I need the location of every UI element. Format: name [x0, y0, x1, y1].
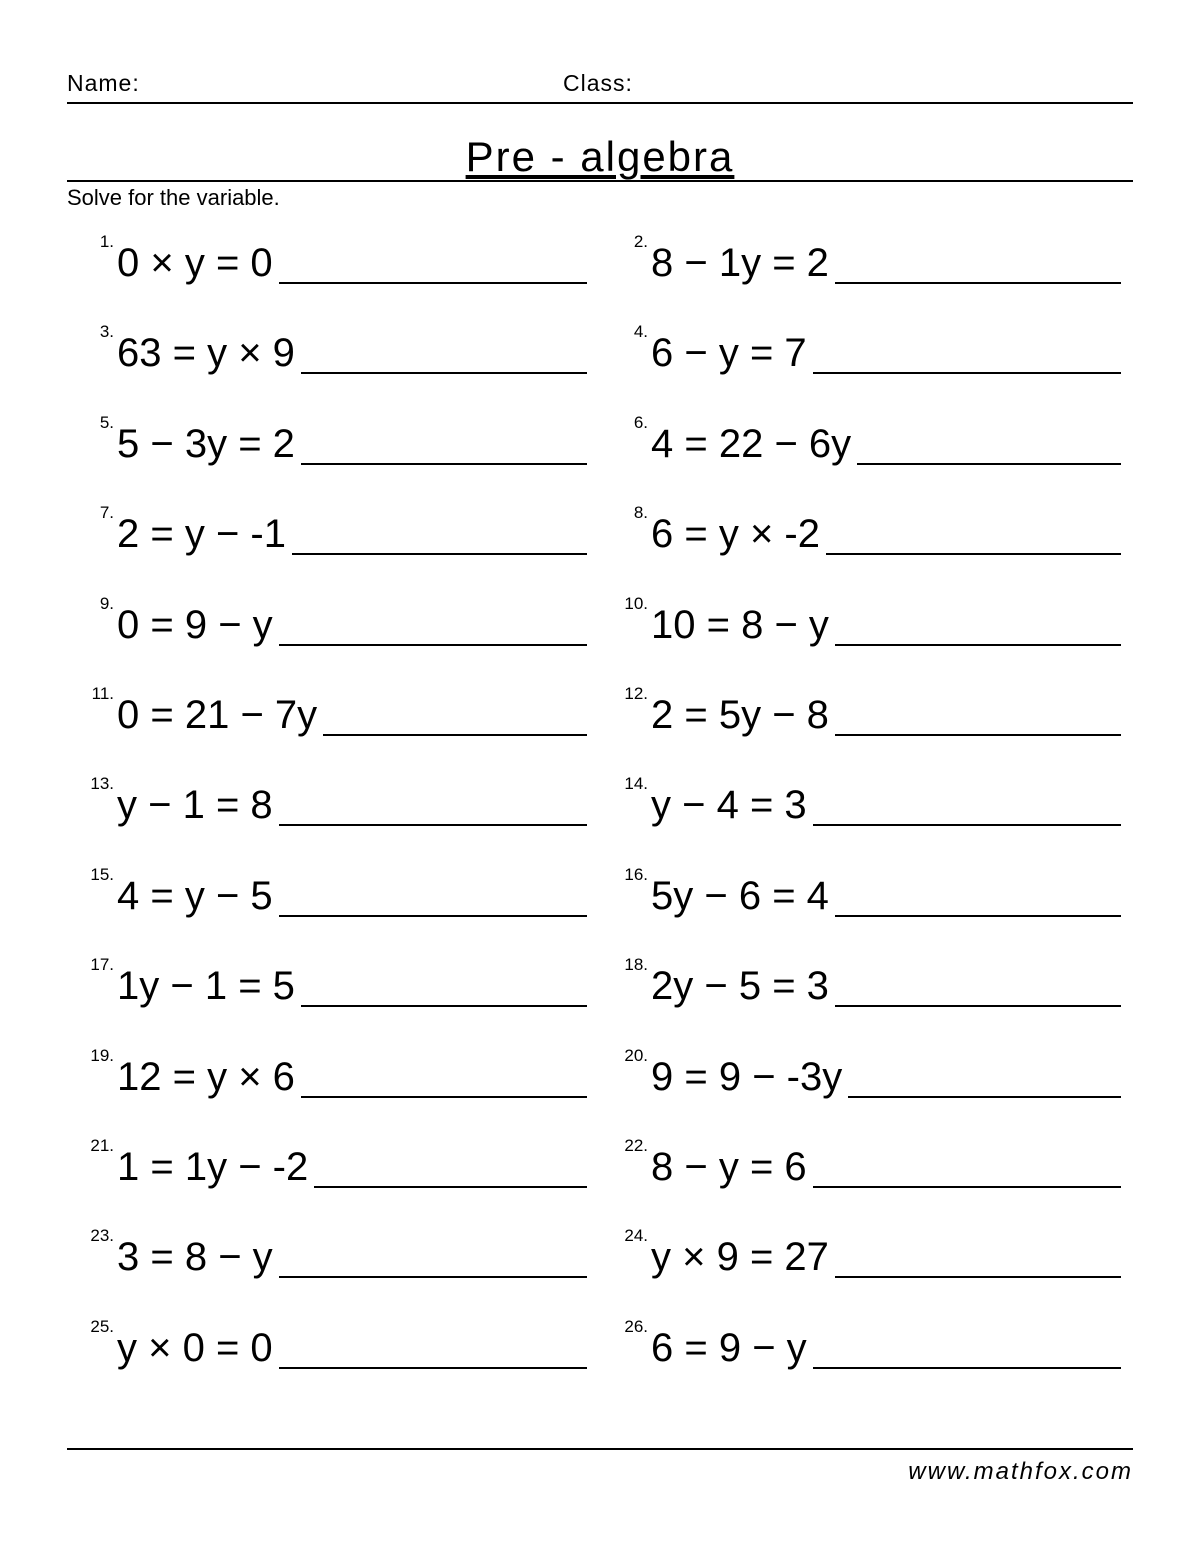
problem-number: 15.	[90, 864, 114, 884]
answer-blank[interactable]	[292, 553, 587, 555]
problem-number: 2.	[633, 232, 648, 251]
problem-item	[601, 1222, 1121, 1282]
answer-blank[interactable]	[279, 282, 587, 284]
problem-equation: 10 = 8 − y	[651, 602, 829, 647]
problem-equation: 4 = y − 5	[117, 873, 273, 918]
problem-equation: 5y − 6 = 4	[651, 873, 829, 918]
footer-url: www.mathfox.com	[908, 1458, 1133, 1485]
problem-item	[67, 861, 587, 921]
answer-blank[interactable]	[813, 1367, 1121, 1369]
problem-equation: 8 − 1y = 2	[651, 241, 829, 285]
footer-divider	[67, 1448, 1133, 1450]
answer-blank[interactable]	[813, 372, 1121, 374]
answer-blank[interactable]	[835, 282, 1121, 284]
problem-item	[67, 409, 587, 469]
problem-equation: 63 = y × 9	[117, 331, 295, 376]
instructions: Solve for the variable.	[67, 185, 280, 210]
problem-item	[67, 499, 587, 559]
problem-equation: 2y − 5 = 3	[651, 964, 829, 1009]
problem-equation: y − 1 = 8	[117, 783, 273, 828]
problem-item	[67, 1222, 587, 1282]
problem-number: 9.	[99, 593, 114, 613]
problem-equation: 2 = 5y − 8	[651, 693, 829, 737]
problem-equation: y − 4 = 3	[651, 783, 807, 828]
problem-equation: 12 = y × 6	[117, 1054, 295, 1099]
answer-blank[interactable]	[279, 1276, 587, 1278]
answer-blank[interactable]	[301, 1096, 587, 1098]
problem-item	[67, 1042, 587, 1102]
problem-equation: 3 = 8 − y	[117, 1235, 273, 1280]
problem-item	[601, 499, 1121, 559]
problem-number: 18.	[624, 955, 648, 975]
problem-equation: 6 = 9 − y	[651, 1325, 807, 1370]
problem-equation: 0 × y = 0	[117, 241, 273, 285]
problem-number: 24.	[624, 1226, 648, 1246]
problem-item	[601, 951, 1121, 1011]
problem-item	[601, 318, 1121, 378]
answer-blank[interactable]	[813, 824, 1121, 826]
answer-blank[interactable]	[314, 1186, 587, 1188]
answer-blank[interactable]	[826, 553, 1121, 555]
answer-blank[interactable]	[848, 1096, 1121, 1098]
problem-number: 8.	[633, 503, 648, 523]
problem-number: 17.	[90, 955, 114, 975]
problem-equation: 4 = 22 − 6y	[651, 421, 852, 466]
problem-number: 7.	[99, 503, 114, 523]
problem-item	[601, 590, 1121, 650]
answer-blank[interactable]	[813, 1186, 1121, 1188]
answer-blank[interactable]	[835, 1005, 1121, 1007]
problem-equation: 8 − y = 6	[651, 1145, 807, 1189]
problem-equation: 6 = y × -2	[651, 512, 820, 557]
problem-item	[601, 1132, 1121, 1192]
problem-number: 11.	[91, 684, 114, 703]
title-divider	[67, 180, 1133, 182]
problem-number: 12.	[624, 684, 648, 703]
answer-blank[interactable]	[301, 372, 587, 374]
answer-blank[interactable]	[279, 644, 587, 646]
problem-item	[67, 1313, 587, 1373]
worksheet-header	[67, 70, 1133, 104]
problem-number: 3.	[99, 322, 114, 342]
problem-number: 10.	[624, 593, 648, 613]
answer-blank[interactable]	[835, 915, 1121, 917]
answer-blank[interactable]	[835, 1276, 1121, 1278]
name-label: Name:	[67, 70, 140, 96]
problem-item	[67, 590, 587, 650]
problem-number: 23.	[90, 1226, 114, 1246]
problem-item	[67, 951, 587, 1011]
answer-blank[interactable]	[279, 915, 587, 917]
problem-number: 4.	[633, 322, 648, 342]
problem-equation: y × 9 = 27	[651, 1235, 829, 1280]
problem-item	[601, 1313, 1121, 1373]
problem-item	[67, 770, 587, 830]
problem-equation: 0 = 9 − y	[117, 602, 273, 647]
page-title: Pre - algebra	[465, 133, 735, 180]
problem-item	[67, 680, 587, 740]
class-label: Class:	[563, 70, 633, 96]
problem-equation: 6 − y = 7	[651, 331, 807, 376]
problem-number: 22.	[624, 1136, 648, 1155]
problem-item	[67, 318, 587, 378]
problem-number: 5.	[99, 412, 114, 432]
problem-item	[601, 409, 1121, 469]
problem-equation: 5 − 3y = 2	[117, 421, 295, 466]
answer-blank[interactable]	[835, 644, 1121, 646]
problem-item	[67, 1132, 587, 1192]
answer-blank[interactable]	[857, 463, 1121, 465]
problem-item	[601, 861, 1121, 921]
problem-number: 20.	[624, 1045, 648, 1065]
problem-equation: 2 = y − -1	[117, 512, 286, 557]
problem-number: 14.	[624, 774, 648, 794]
problem-equation: 9 = 9 − -3y	[651, 1054, 843, 1099]
problem-equation: 1 = 1y − -2	[117, 1145, 309, 1189]
answer-blank[interactable]	[279, 1367, 587, 1369]
problem-item	[601, 1042, 1121, 1102]
problem-number: 19.	[90, 1045, 114, 1065]
answer-blank[interactable]	[301, 1005, 587, 1007]
problem-number: 13.	[90, 774, 114, 794]
problem-item	[67, 228, 587, 288]
answer-blank[interactable]	[835, 734, 1121, 736]
problem-number: 25.	[90, 1316, 114, 1336]
problem-number: 6.	[633, 412, 648, 432]
problem-item	[601, 770, 1121, 830]
problem-equation: 1y − 1 = 5	[117, 964, 295, 1009]
problem-number: 21.	[90, 1136, 114, 1155]
problem-number: 26.	[624, 1316, 648, 1336]
problem-equation: y × 0 = 0	[117, 1325, 273, 1370]
problem-equation: 0 = 21 − 7y	[117, 693, 318, 737]
answer-blank[interactable]	[301, 463, 587, 465]
problem-number: 16.	[624, 864, 648, 884]
problem-item	[601, 228, 1121, 288]
answer-blank[interactable]	[323, 734, 587, 736]
problem-item	[601, 680, 1121, 740]
answer-blank[interactable]	[279, 824, 587, 826]
problem-number: 1.	[99, 232, 114, 251]
